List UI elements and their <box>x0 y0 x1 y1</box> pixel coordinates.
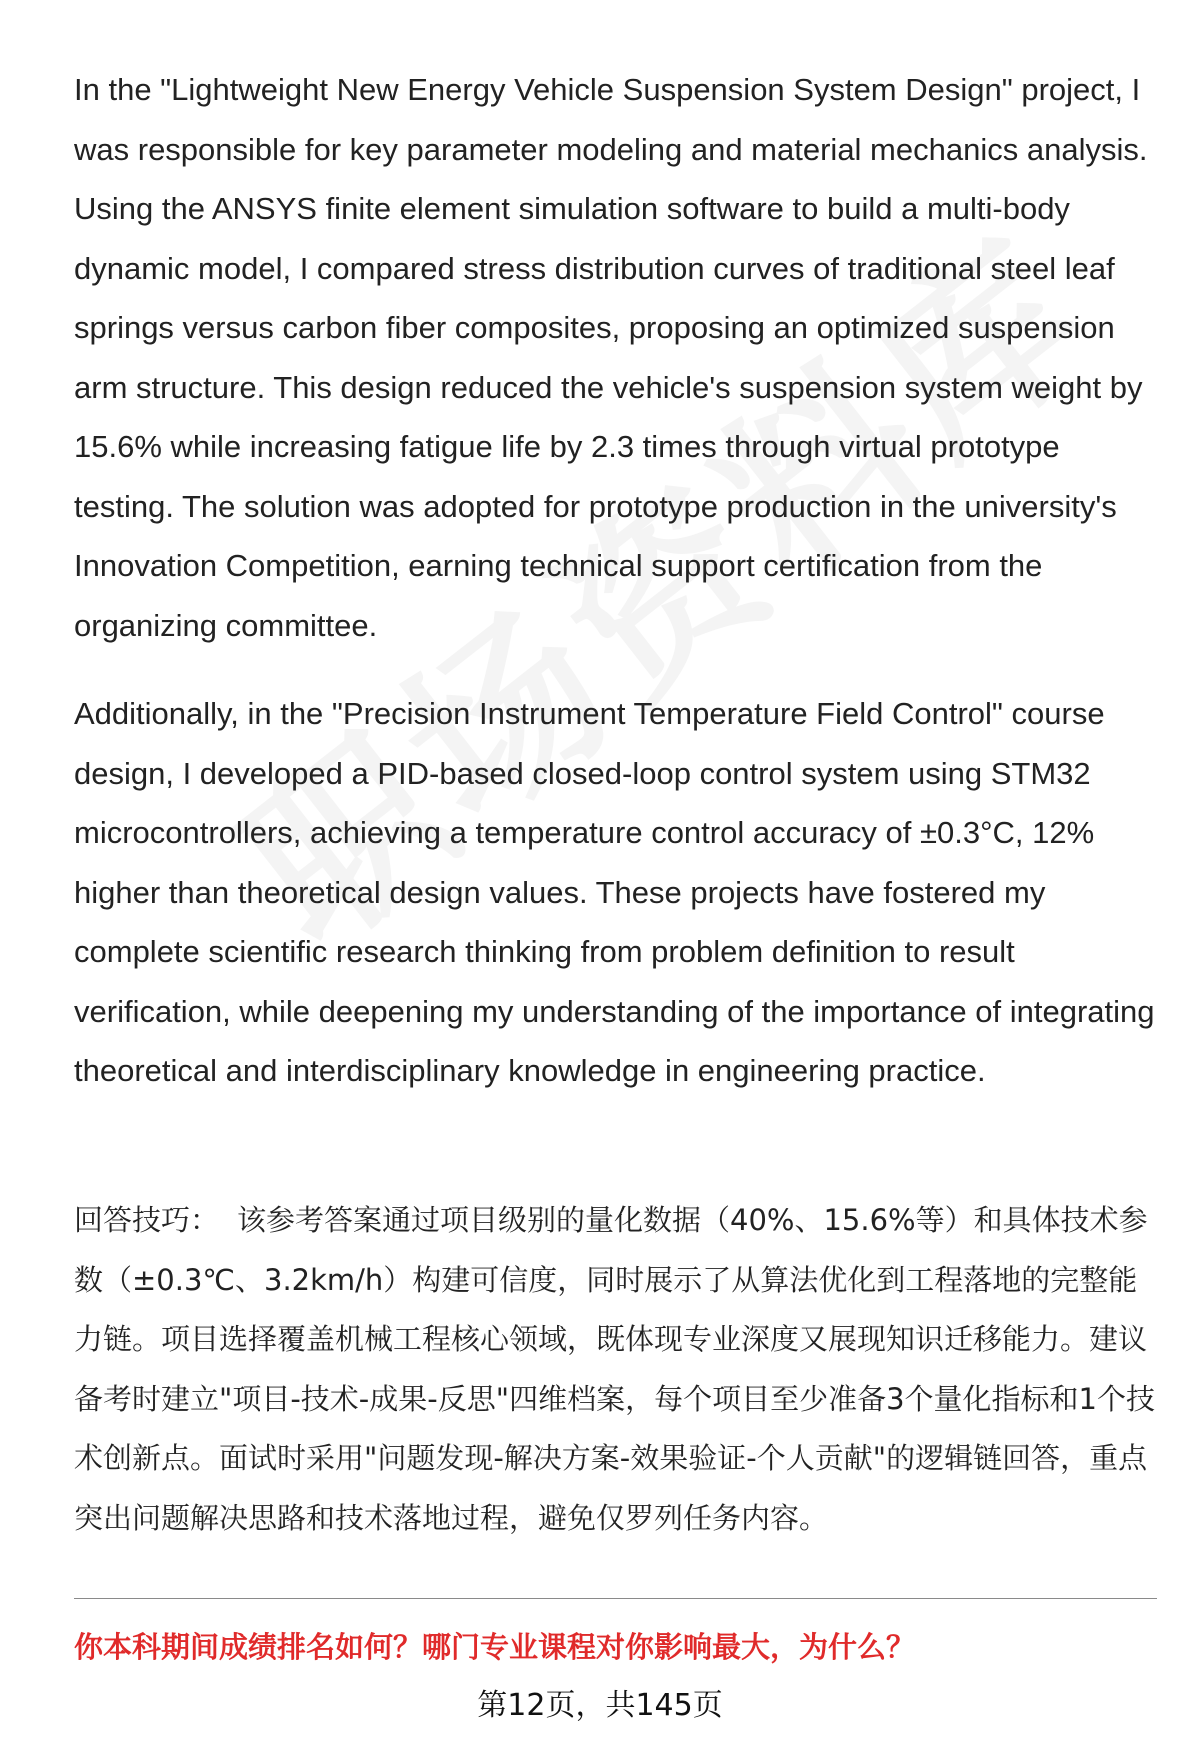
page-number: 第12页，共145页 <box>477 1688 723 1723</box>
answer-paragraph-1: In the "Lightweight New Energy Vehicle Suspension System Design" project, I was responsible for key parameter modeling and material mechanics analysis. Using the ANSYS finite element simulation software to build a multi-body dynamic model, I compared stress distribution curves of traditional steel leaf springs versus carbon fiber composites, proposing an optimized suspension arm structure. This design reduced the vehicle's suspension system weight by 15.6% while increasing fatigue life by 2.3 times through virtual prototype testing. The solution was adopted for prototype production in the university's Innovation Competition, earning technical support certification from the organizing committee. <box>74 72 1148 643</box>
section-divider <box>74 1598 1157 1599</box>
tip-text: 该参考答案通过项目级别的量化数据（40%、15.6%等）和具体技术参数（±0.3℃、3.2km/h）构建可信度，同时展示了从算法优化到工程落地的完整能力链。项目选择覆盖机械工程核心领域，既体现专业深度又展现知识迁移能力。建议备考时建立"项目-技术-成果-反思"四维档案，每个项目至少准备3个量化指标和1个技术创新点。面试时采用"问题发现-解决方案-效果验证-个人贡献"的逻辑链回答，重点突出问题解决思路和技术落地过程，避免仅罗列任务内容。 <box>74 1203 1155 1535</box>
answer-tip <box>74 1191 1164 1548</box>
tip-label: 回答技巧： <box>74 1203 220 1237</box>
next-question-heading: 你本科期间成绩排名如何？哪门专业课程对你影响最大，为什么？ <box>74 1630 916 1664</box>
answer-paragraph-2: Additionally, in the "Precision Instrument Temperature Field Control" course design, I developed a PID-based closed-loop control system using STM32 microcontrollers, achieving a temperature control accuracy of ±0.3°C, 12% higher than theoretical design values. These projects have fostered my complete scientific research thinking from problem definition to result verification, while deepening my understanding of the importance of integrating theoretical and interdisciplinary knowledge in engineering practice. <box>74 696 1155 1088</box>
